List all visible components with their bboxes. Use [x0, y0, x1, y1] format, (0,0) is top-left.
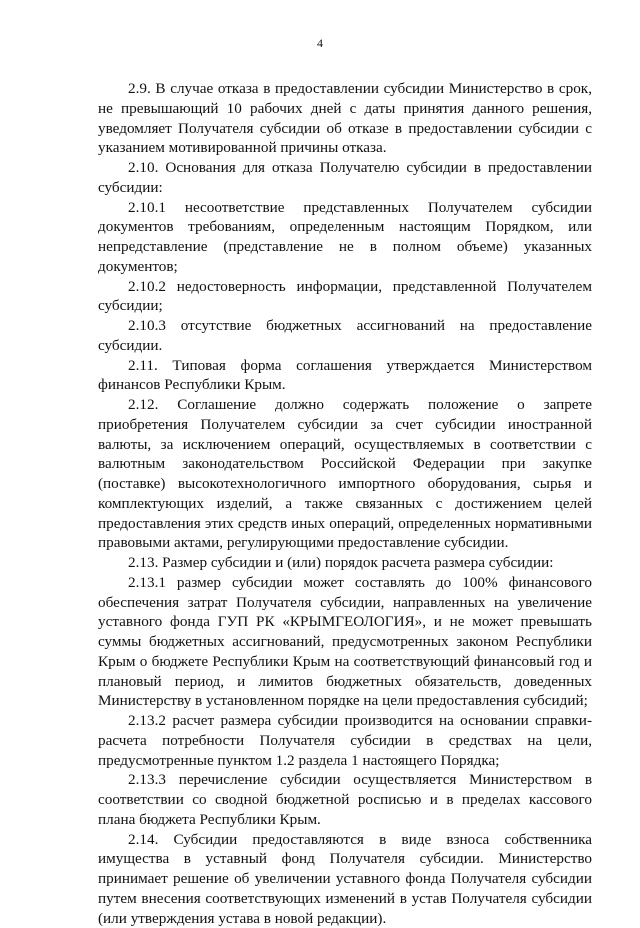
- document-body: [98, 79, 592, 928]
- paragraph-2-11: 2.11. Типовая форма соглашения утверждается Министерством финансов Республики Крым.: [98, 356, 592, 396]
- paragraph-2-13-3: 2.13.3 перечисление субсидии осуществляется Министерством в соответствии со сводной бюджетной росписью и в пределах кассового плана бюджета Республики Крым.: [98, 770, 592, 829]
- paragraph-2-13: 2.13. Размер субсидии и (или) порядок расчета размера субсидии:: [98, 553, 592, 573]
- paragraph-2-10: 2.10. Основания для отказа Получателю субсидии в предоставлении субсидии:: [98, 158, 592, 198]
- paragraph-2-10-1: 2.10.1 несоответствие представленных Получателем субсидии документов требованиям, определенным настоящим Порядком, или непредставление (представление не в полном объеме) указанных документов;: [98, 198, 592, 277]
- paragraph-2-13-2: 2.13.2 расчет размера субсидии производится на основании справки-расчета потребности Получателя субсидии в средствах на цели, предусмотренные пунктом 1.2 раздела 1 настоящего Порядка;: [98, 711, 592, 770]
- paragraph-2-14: 2.14. Субсидии предоставляются в виде взноса собственника имущества в уставный фонд Получателя субсидии. Министерство принимает решение об увеличении уставного фонда Получателя субсидии путем внесения соответствующих изменений в устав Получателя субсидии (или утверждения устава в новой редакции).: [98, 830, 592, 928]
- paragraph-2-13-1: 2.13.1 размер субсидии может составлять до 100% финансового обеспечения затрат Получателя субсидии, направленных на увеличение уставного фонда ГУП РК «КРЫМГЕОЛОГИЯ», и не может превышать суммы бюджетных ассигнований, предусмотренных законом Республики Крым о бюджете Республики Крым на соответствующий финансовый год и плановый период, и лимитов бюджетных обязательств, доведенных Министерству в установленном порядке на цели предоставления субсидий;: [98, 573, 592, 711]
- paragraph-2-9: 2.9. В случае отказа в предоставлении субсидии Министерство в срок, не превышающий 10 рабочих дней с даты принятия данного решения, уведомляет Получателя субсидии об отказе в предоставлении субсидии с указанием мотивированной причины отказа.: [98, 79, 592, 158]
- paragraph-2-12: 2.12. Соглашение должно содержать положение о запрете приобретения Получателем субсидии за счет субсидии иностранной валюты, за исключением операций, осуществляемых в соответствии с валютным законодательством Российской Федерации при закупке (поставке) высокотехнологичного импортного оборудования, сырья и комплектующих изделий, а также связанных с достижением целей предоставления этих средств иных операций, определенных нормативными правовыми актами, регулирующими предоставление субсидии.: [98, 395, 592, 553]
- paragraph-2-10-2: 2.10.2 недостоверность информации, представленной Получателем субсидии;: [98, 277, 592, 317]
- page-number: 4: [0, 36, 640, 51]
- paragraph-2-10-3: 2.10.3 отсутствие бюджетных ассигнований на предоставление субсидии.: [98, 316, 592, 356]
